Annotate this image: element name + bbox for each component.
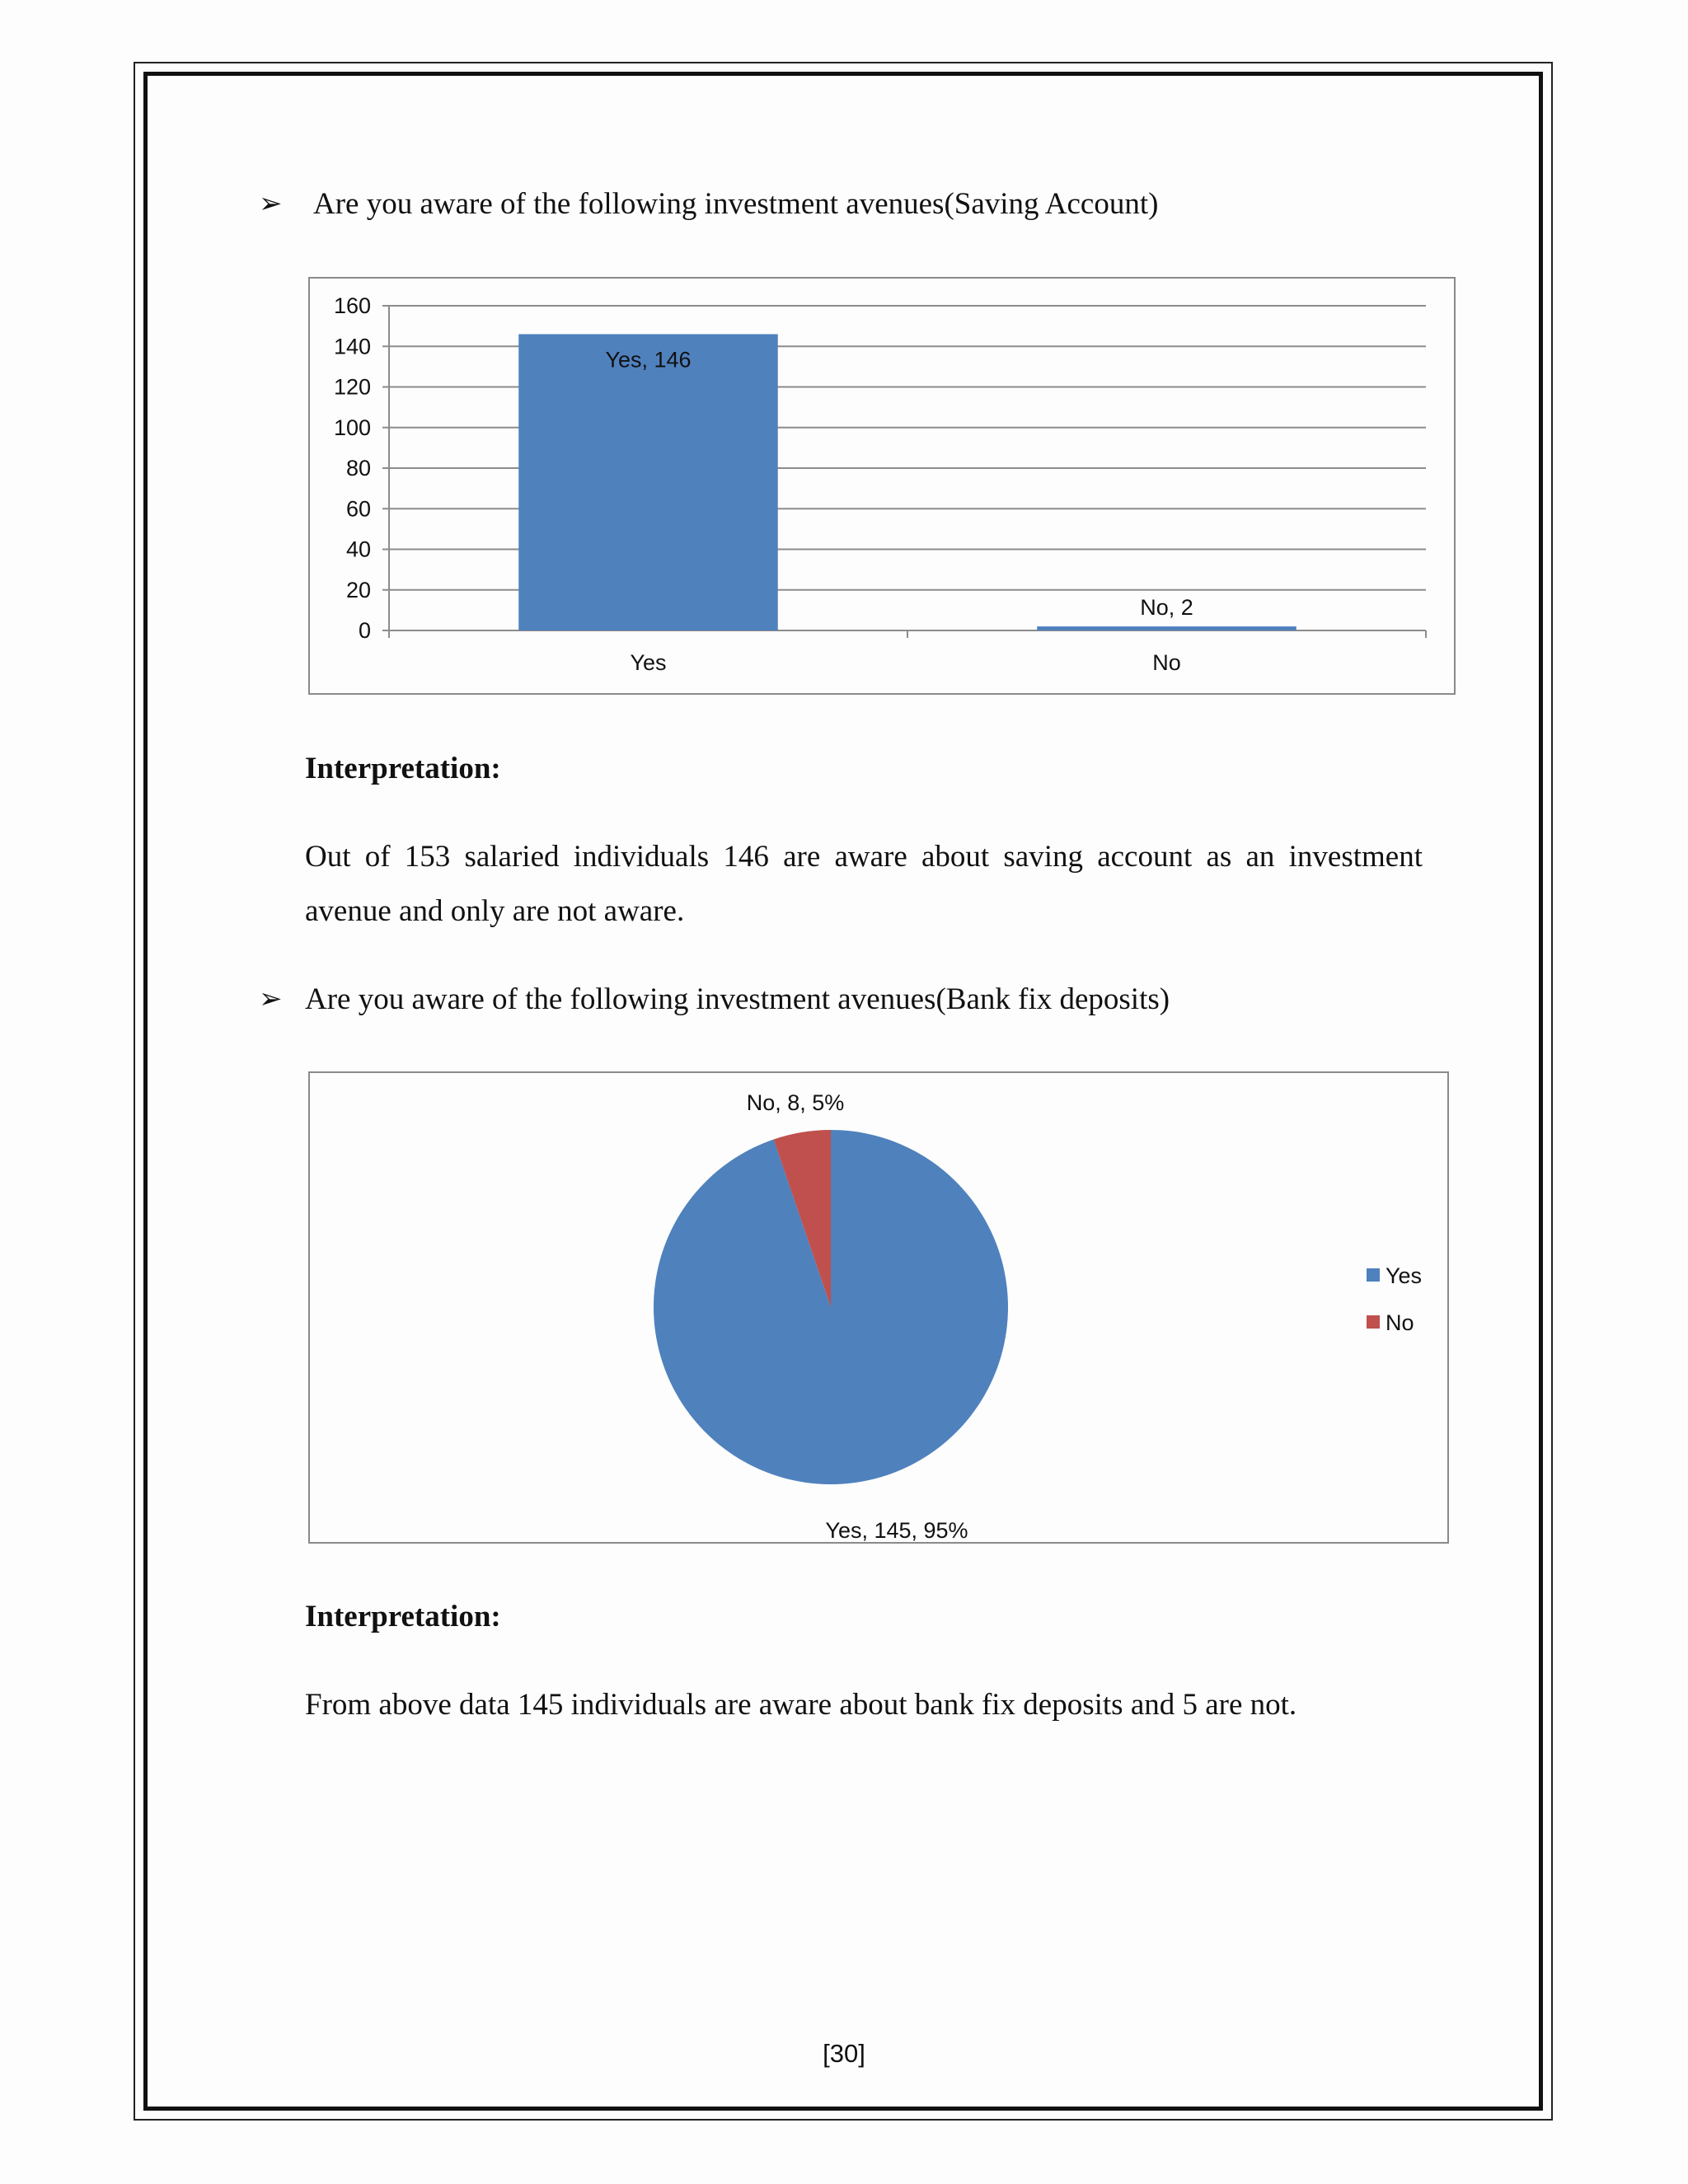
interpretation-title-1: Interpretation: (305, 752, 501, 785)
y-tick-label: 100 (333, 415, 371, 440)
y-tick-label: 120 (333, 374, 371, 400)
pie-chart (310, 1073, 1447, 1542)
data-label-yes: Yes, 146 (605, 347, 692, 373)
question-bank-fix-deposits: Are you aware of the following investment avenues(Bank fix deposits) (305, 982, 1170, 1016)
legend-swatch-yes (1367, 1268, 1380, 1282)
data-label-no: No, 2 (1140, 595, 1193, 621)
category-label-no: No (1152, 650, 1181, 675)
interpretation-text-1: Out of 153 salaried individuals 146 are aware about saving account as an investment avenue and only are not aware. (305, 840, 1423, 928)
bullet-arrow-icon: ➢ (259, 187, 283, 220)
y-tick-label: 140 (333, 334, 371, 359)
bar-chart-container (308, 277, 1456, 695)
y-tick-label: 0 (358, 618, 371, 643)
page-number: [30] (823, 2039, 865, 2068)
interpretation-title-2: Interpretation: (305, 1600, 501, 1633)
question-saving-account: Are you aware of the following investment avenues(Saving Account) (313, 187, 1159, 221)
bar-no (1037, 626, 1296, 630)
legend-swatch-no (1367, 1315, 1380, 1329)
legend-label-no: No (1386, 1310, 1414, 1335)
y-tick-label: 20 (345, 577, 371, 602)
y-tick-label: 160 (333, 293, 371, 318)
bar-yes (518, 334, 778, 630)
y-tick-label: 80 (345, 456, 371, 480)
bar-chart (310, 279, 1454, 693)
interpretation-text-2: From above data 145 individuals are aware about bank fix deposits and 5 are not. (305, 1688, 1297, 1722)
bullet-arrow-icon: ➢ (259, 982, 283, 1015)
category-label-yes: Yes (630, 650, 667, 675)
data-label-no: No, 8, 5% (746, 1090, 845, 1115)
data-label-yes: Yes, 145, 95% (825, 1518, 968, 1542)
y-tick-label: 60 (345, 496, 371, 522)
legend-label-yes: Yes (1386, 1263, 1423, 1288)
pie-chart-container (308, 1071, 1449, 1544)
y-tick-label: 40 (345, 537, 371, 562)
